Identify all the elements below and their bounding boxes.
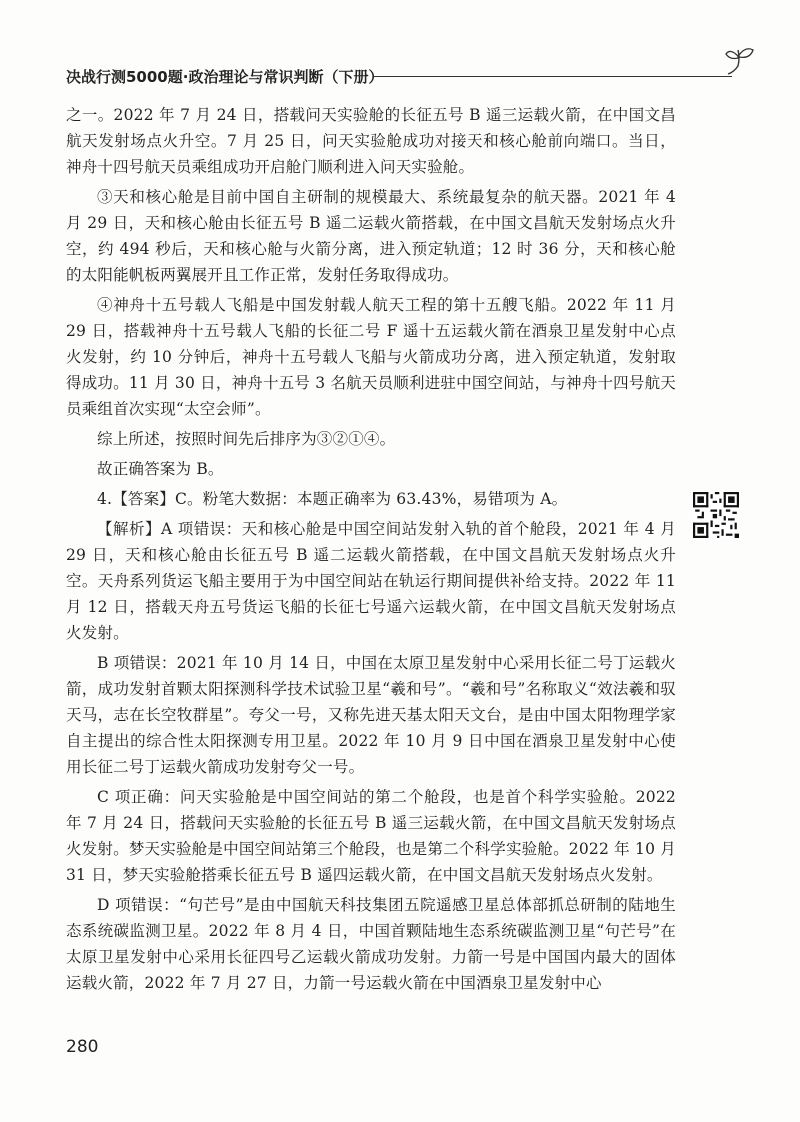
qr-code-icon (693, 492, 739, 538)
paragraph-summary: 综上所述，按照时间先后排序为③②①④。 (97, 430, 396, 448)
page-header (66, 60, 756, 90)
page-number: 280 (66, 1037, 99, 1057)
paragraph-answer: 故正确答案为 B。 (97, 460, 224, 478)
header-title: 决战行测5000题·政治理论与常识判断（下册） (66, 68, 384, 86)
analysis-option-c: C 项正确：问天实验舱是中国空间站的第二个舱段，也是首个科学实验舱。2022 年 7 月 24 日，搭载问天实验舱的长征五号 B 遥三运载火箭，在中国文昌航天发射场点火发射。梦天实验舱是中国空间站第三个舱段，也是第二个科学实验舱。2022 年 10 月 31 日，梦天实验舱搭乘长征五号 B 遥四运载火箭，在中国文昌航天发射场点火发射。 (66, 788, 676, 884)
analysis-option-a: 【解析】A 项错误：天和核心舱是中国空间站发射入轨的首个舱段，2021 年 4 月 29 日，天和核心舱由长征五号 B 遥二运载火箭搭载，在中国文昌航天发射场点火升空。天舟系列货运飞船主要用于为中国空间站在轨运行期间提供补给支持。2022 年 11 月 12 日，搭载天舟五号货运飞船的长征七号遥六运载火箭，在中国文昌航天发射场点火发射。 (66, 520, 676, 642)
paragraph-item-4: ④神舟十五号载人飞船是中国发射载人航天工程的第十五艘飞船。2022 年 11 月 29 日，搭载神舟十五号载人飞船的长征二号 F 遥十五运载火箭在酒泉卫星发射中心点火发射，约 10 分钟后，神舟十五号载人飞船与火箭成功分离，进入预定轨道，发射取得成功。11 月 30 日，神舟十五号 3 名航天员顺利进驻中国空间站，与神舟十四号航天员乘组首次实现“太空会师”。 (66, 296, 676, 418)
analysis-option-b: B 项错误：2021 年 10 月 14 日，中国在太原卫星发射中心采用长征二号丁运载火箭，成功发射首颗太阳探测科学技术试验卫星“羲和号”。“羲和号”名称取义“效法羲和驭天马，志在长空牧群星”。夸父一号，又称先进天基太阳天文台，是由中国太阳物理学家自主提出的综合性太阳探测专用卫星。2022 年 10 月 9 日中国在酒泉卫星发射中心使用长征二号丁运载火箭成功发射夸父一号。 (66, 654, 676, 776)
paragraph-continuation: 之一。2022 年 7 月 24 日，搭载问天实验舱的长征五号 B 遥三运载火箭，在中国文昌航天发射场点火升空。7 月 25 日，问天实验舱成功对接天和核心舱前向端口。当日，神舟十四号航天员乘组成功开启舱门顺利进入问天实验舱。 (66, 106, 676, 176)
header-rule (374, 76, 732, 77)
analysis-option-d: D 项错误：“句芒号”是由中国航天科技集团五院遥感卫星总体部抓总研制的陆地生态系统碳监测卫星。2022 年 8 月 4 日，中国首颗陆地生态系统碳监测卫星“句芒号”在太原卫星发射中心采用长征四号乙运载火箭成功发射。力箭一号是中国国内最大的固体运载火箭，2022 年 7 月 27 日，力箭一号运载火箭在中国酒泉卫星发射中心 (66, 896, 676, 992)
question-4-answer: 4.【答案】C。粉笔大数据：本题正确率为 63.43%，易错项为 A。 (97, 490, 568, 508)
answer-explanation-body (66, 102, 676, 1000)
paragraph-item-3: ③天和核心舱是目前中国自主研制的规模最大、系统最复杂的航天器。2021 年 4 月 29 日，天和核心舱由长征五号 B 遥二运载火箭搭载，在中国文昌航天发射场点火升空，约 494 秒后，天和核心舱与火箭分离，进入预定轨道；12 时 36 分，天和核心舱的太阳能帆板两翼展开且工作正常，发射任务取得成功。 (66, 188, 676, 284)
sprout-icon (724, 46, 756, 76)
